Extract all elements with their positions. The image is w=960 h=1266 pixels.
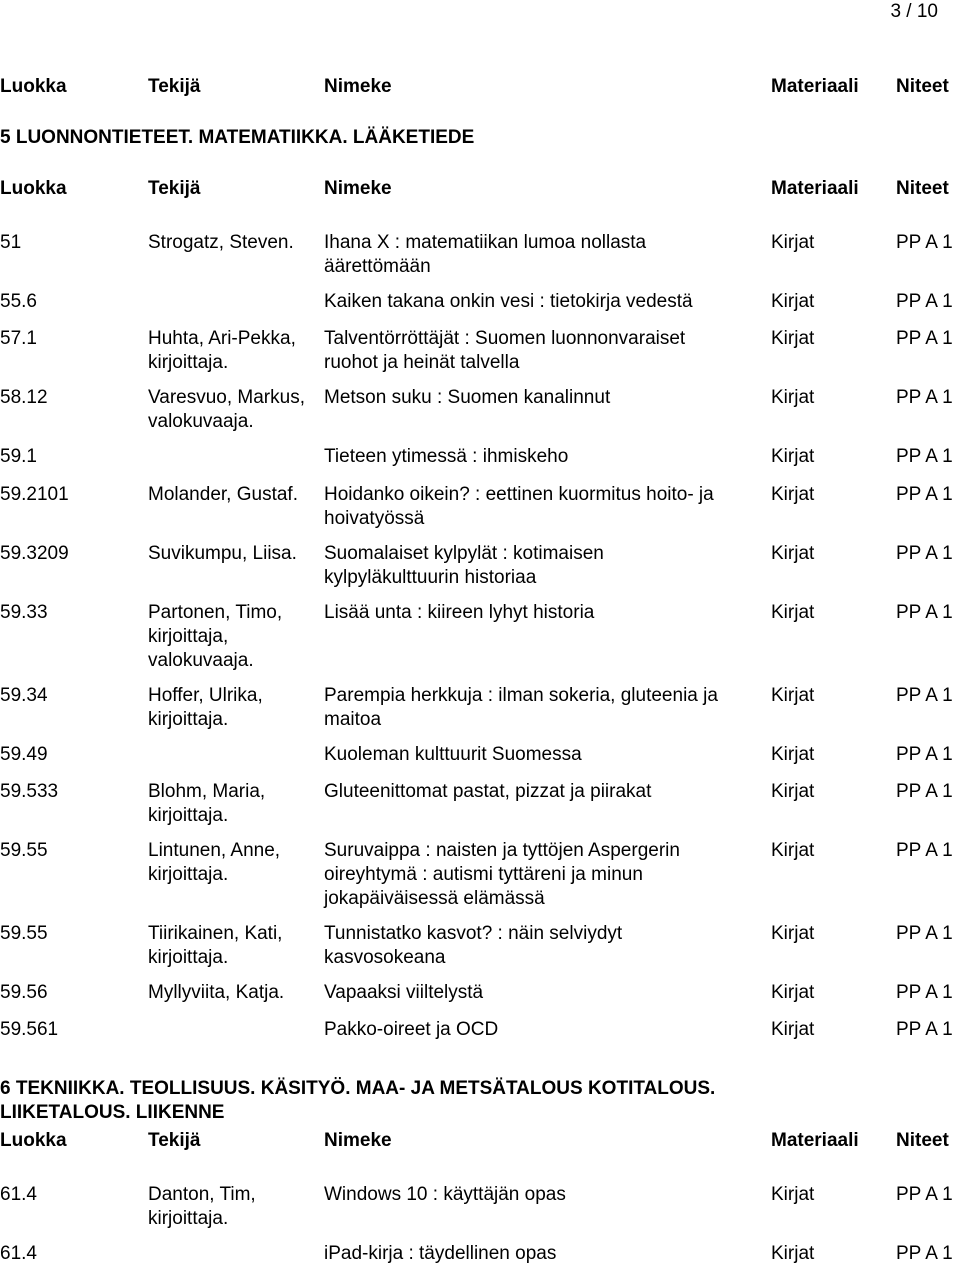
- cell-luokka: 59.1: [0, 446, 37, 467]
- header-materiaali: Materiaali: [771, 76, 859, 97]
- cell-luokka: 59.34: [0, 685, 48, 706]
- cell-tekija: Myllyviita, Katja.: [148, 982, 285, 1003]
- cell-luokka: 59.49: [0, 744, 48, 765]
- cell-materiaali: Kirjat: [771, 328, 815, 349]
- cell-niteet: PP A 1: [896, 387, 953, 408]
- cell-materiaali: Kirjat: [771, 744, 815, 765]
- cell-materiaali: Kirjat: [771, 484, 815, 505]
- cell-tekija: Molander, Gustaf.: [148, 484, 298, 505]
- header-luokka: Luokka: [0, 178, 67, 199]
- cell-nimeke: Lisää unta : kiireen lyhyt historia: [324, 602, 595, 623]
- cell-nimeke: Ihana X : matematiikan lumoa nollasta äärettömään: [324, 232, 647, 277]
- cell-nimeke: Tunnistatko kasvot? : näin selviydyt kasvosokeana: [324, 923, 623, 968]
- header-nimeke: Nimeke: [324, 178, 392, 199]
- cell-nimeke: Suruvaippa : naisten ja tyttöjen Aspergerin oireyhtymä : autismi tyttäreni ja minun jokapäiväisessä elämässä: [324, 840, 680, 909]
- cell-luokka: 61.4: [0, 1243, 37, 1264]
- cell-materiaali: Kirjat: [771, 543, 815, 564]
- cell-luokka: 59.561: [0, 1019, 59, 1040]
- cell-tekija: Tiirikainen, Kati, kirjoittaja.: [148, 923, 283, 968]
- header-luokka: Luokka: [0, 76, 67, 97]
- cell-niteet: PP A 1: [896, 484, 953, 505]
- cell-nimeke: Pakko-oireet ja OCD: [324, 1019, 499, 1040]
- cell-materiaali: Kirjat: [771, 387, 815, 408]
- cell-niteet: PP A 1: [896, 291, 953, 312]
- cell-materiaali: Kirjat: [771, 685, 815, 706]
- cell-nimeke: Suomalaiset kylpylät : kotimaisen kylpyläkulttuurin historiaa: [324, 543, 604, 588]
- cell-nimeke: iPad-kirja : täydellinen opas: [324, 1243, 557, 1264]
- cell-tekija: Partonen, Timo, kirjoittaja, valokuvaaja.: [148, 602, 283, 671]
- cell-materiaali: Kirjat: [771, 446, 815, 467]
- cell-niteet: PP A 1: [896, 232, 953, 253]
- cell-niteet: PP A 1: [896, 982, 953, 1003]
- section-title: 5 LUONNONTIETEET. MATEMATIIKKA. LÄÄKETIEDE: [0, 127, 475, 148]
- cell-niteet: PP A 1: [896, 543, 953, 564]
- cell-niteet: PP A 1: [896, 1243, 953, 1264]
- cell-tekija: Varesvuo, Markus, valokuvaaja.: [148, 387, 305, 432]
- cell-luokka: 59.55: [0, 923, 48, 944]
- page-number: 3 / 10: [890, 1, 938, 22]
- cell-luokka: 61.4: [0, 1184, 37, 1205]
- cell-niteet: PP A 1: [896, 446, 953, 467]
- cell-niteet: PP A 1: [896, 685, 953, 706]
- cell-niteet: PP A 1: [896, 840, 953, 861]
- cell-nimeke: Metson suku : Suomen kanalinnut: [324, 387, 611, 408]
- cell-luokka: 57.1: [0, 328, 37, 349]
- cell-luokka: 59.33: [0, 602, 48, 623]
- cell-materiaali: Kirjat: [771, 923, 815, 944]
- cell-luokka: 58.12: [0, 387, 48, 408]
- cell-niteet: PP A 1: [896, 923, 953, 944]
- cell-tekija: Blohm, Maria, kirjoittaja.: [148, 781, 266, 826]
- cell-niteet: PP A 1: [896, 328, 953, 349]
- cell-materiaali: Kirjat: [771, 232, 815, 253]
- cell-tekija: Huhta, Ari-Pekka, kirjoittaja.: [148, 328, 296, 373]
- cell-tekija: Lintunen, Anne, kirjoittaja.: [148, 840, 281, 885]
- cell-materiaali: Kirjat: [771, 840, 815, 861]
- cell-luokka: 59.533: [0, 781, 59, 802]
- column-header: [0, 75, 960, 99]
- cell-niteet: PP A 1: [896, 781, 953, 802]
- cell-luokka: 59.55: [0, 840, 48, 861]
- header-nimeke: Nimeke: [324, 76, 392, 97]
- cell-luokka: 55.6: [0, 291, 37, 312]
- cell-tekija: Hoffer, Ulrika, kirjoittaja.: [148, 685, 263, 730]
- section-title: 6 TEKNIIKKA. TEOLLISUUS. KÄSITYÖ. MAA- JA METSÄTALOUS KOTITALOUS. LIIKETALOUS. LIIKENNE: [0, 1078, 716, 1123]
- cell-niteet: PP A 1: [896, 744, 953, 765]
- cell-materiaali: Kirjat: [771, 1019, 815, 1040]
- cell-nimeke: Kuoleman kulttuurit Suomessa: [324, 744, 582, 765]
- cell-materiaali: Kirjat: [771, 291, 815, 312]
- header-materiaali: Materiaali: [771, 1130, 859, 1151]
- header-niteet: Niteet: [896, 1130, 949, 1151]
- header-luokka: Luokka: [0, 1130, 67, 1151]
- cell-nimeke: Gluteenittomat pastat, pizzat ja piirakat: [324, 781, 652, 802]
- cell-nimeke: Kaiken takana onkin vesi : tietokirja vedestä: [324, 291, 693, 312]
- cell-luokka: 59.2101: [0, 484, 69, 505]
- cell-materiaali: Kirjat: [771, 1243, 815, 1264]
- cell-tekija: Danton, Tim, kirjoittaja.: [148, 1184, 256, 1229]
- cell-luokka: 59.56: [0, 982, 48, 1003]
- cell-niteet: PP A 1: [896, 1019, 953, 1040]
- header-niteet: Niteet: [896, 178, 949, 199]
- cell-materiaali: Kirjat: [771, 1184, 815, 1205]
- cell-nimeke: Parempia herkkuja : ilman sokeria, gluteenia ja maitoa: [324, 685, 718, 730]
- header-materiaali: Materiaali: [771, 178, 859, 199]
- cell-nimeke: Talventörröttäjät : Suomen luonnonvaraiset ruohot ja heinät talvella: [324, 328, 686, 373]
- cell-tekija: Strogatz, Steven.: [148, 232, 294, 253]
- cell-nimeke: Windows 10 : käyttäjän opas: [324, 1184, 566, 1205]
- cell-nimeke: Tieteen ytimessä : ihmiskeho: [324, 446, 569, 467]
- header-tekija: Tekijä: [148, 178, 201, 199]
- cell-luokka: 59.3209: [0, 543, 69, 564]
- header-tekija: Tekijä: [148, 1130, 201, 1151]
- cell-materiaali: Kirjat: [771, 602, 815, 623]
- cell-nimeke: Vapaaksi viiltelystä: [324, 982, 484, 1003]
- cell-luokka: 51: [0, 232, 22, 253]
- cell-niteet: PP A 1: [896, 1184, 953, 1205]
- column-header: [0, 177, 960, 201]
- header-nimeke: Nimeke: [324, 1130, 392, 1151]
- column-header: [0, 1129, 960, 1153]
- header-niteet: Niteet: [896, 76, 949, 97]
- cell-tekija: Suvikumpu, Liisa.: [148, 543, 297, 564]
- cell-materiaali: Kirjat: [771, 982, 815, 1003]
- cell-materiaali: Kirjat: [771, 781, 815, 802]
- header-tekija: Tekijä: [148, 76, 201, 97]
- cell-niteet: PP A 1: [896, 602, 953, 623]
- cell-nimeke: Hoidanko oikein? : eettinen kuormitus hoito- ja hoivatyössä: [324, 484, 714, 529]
